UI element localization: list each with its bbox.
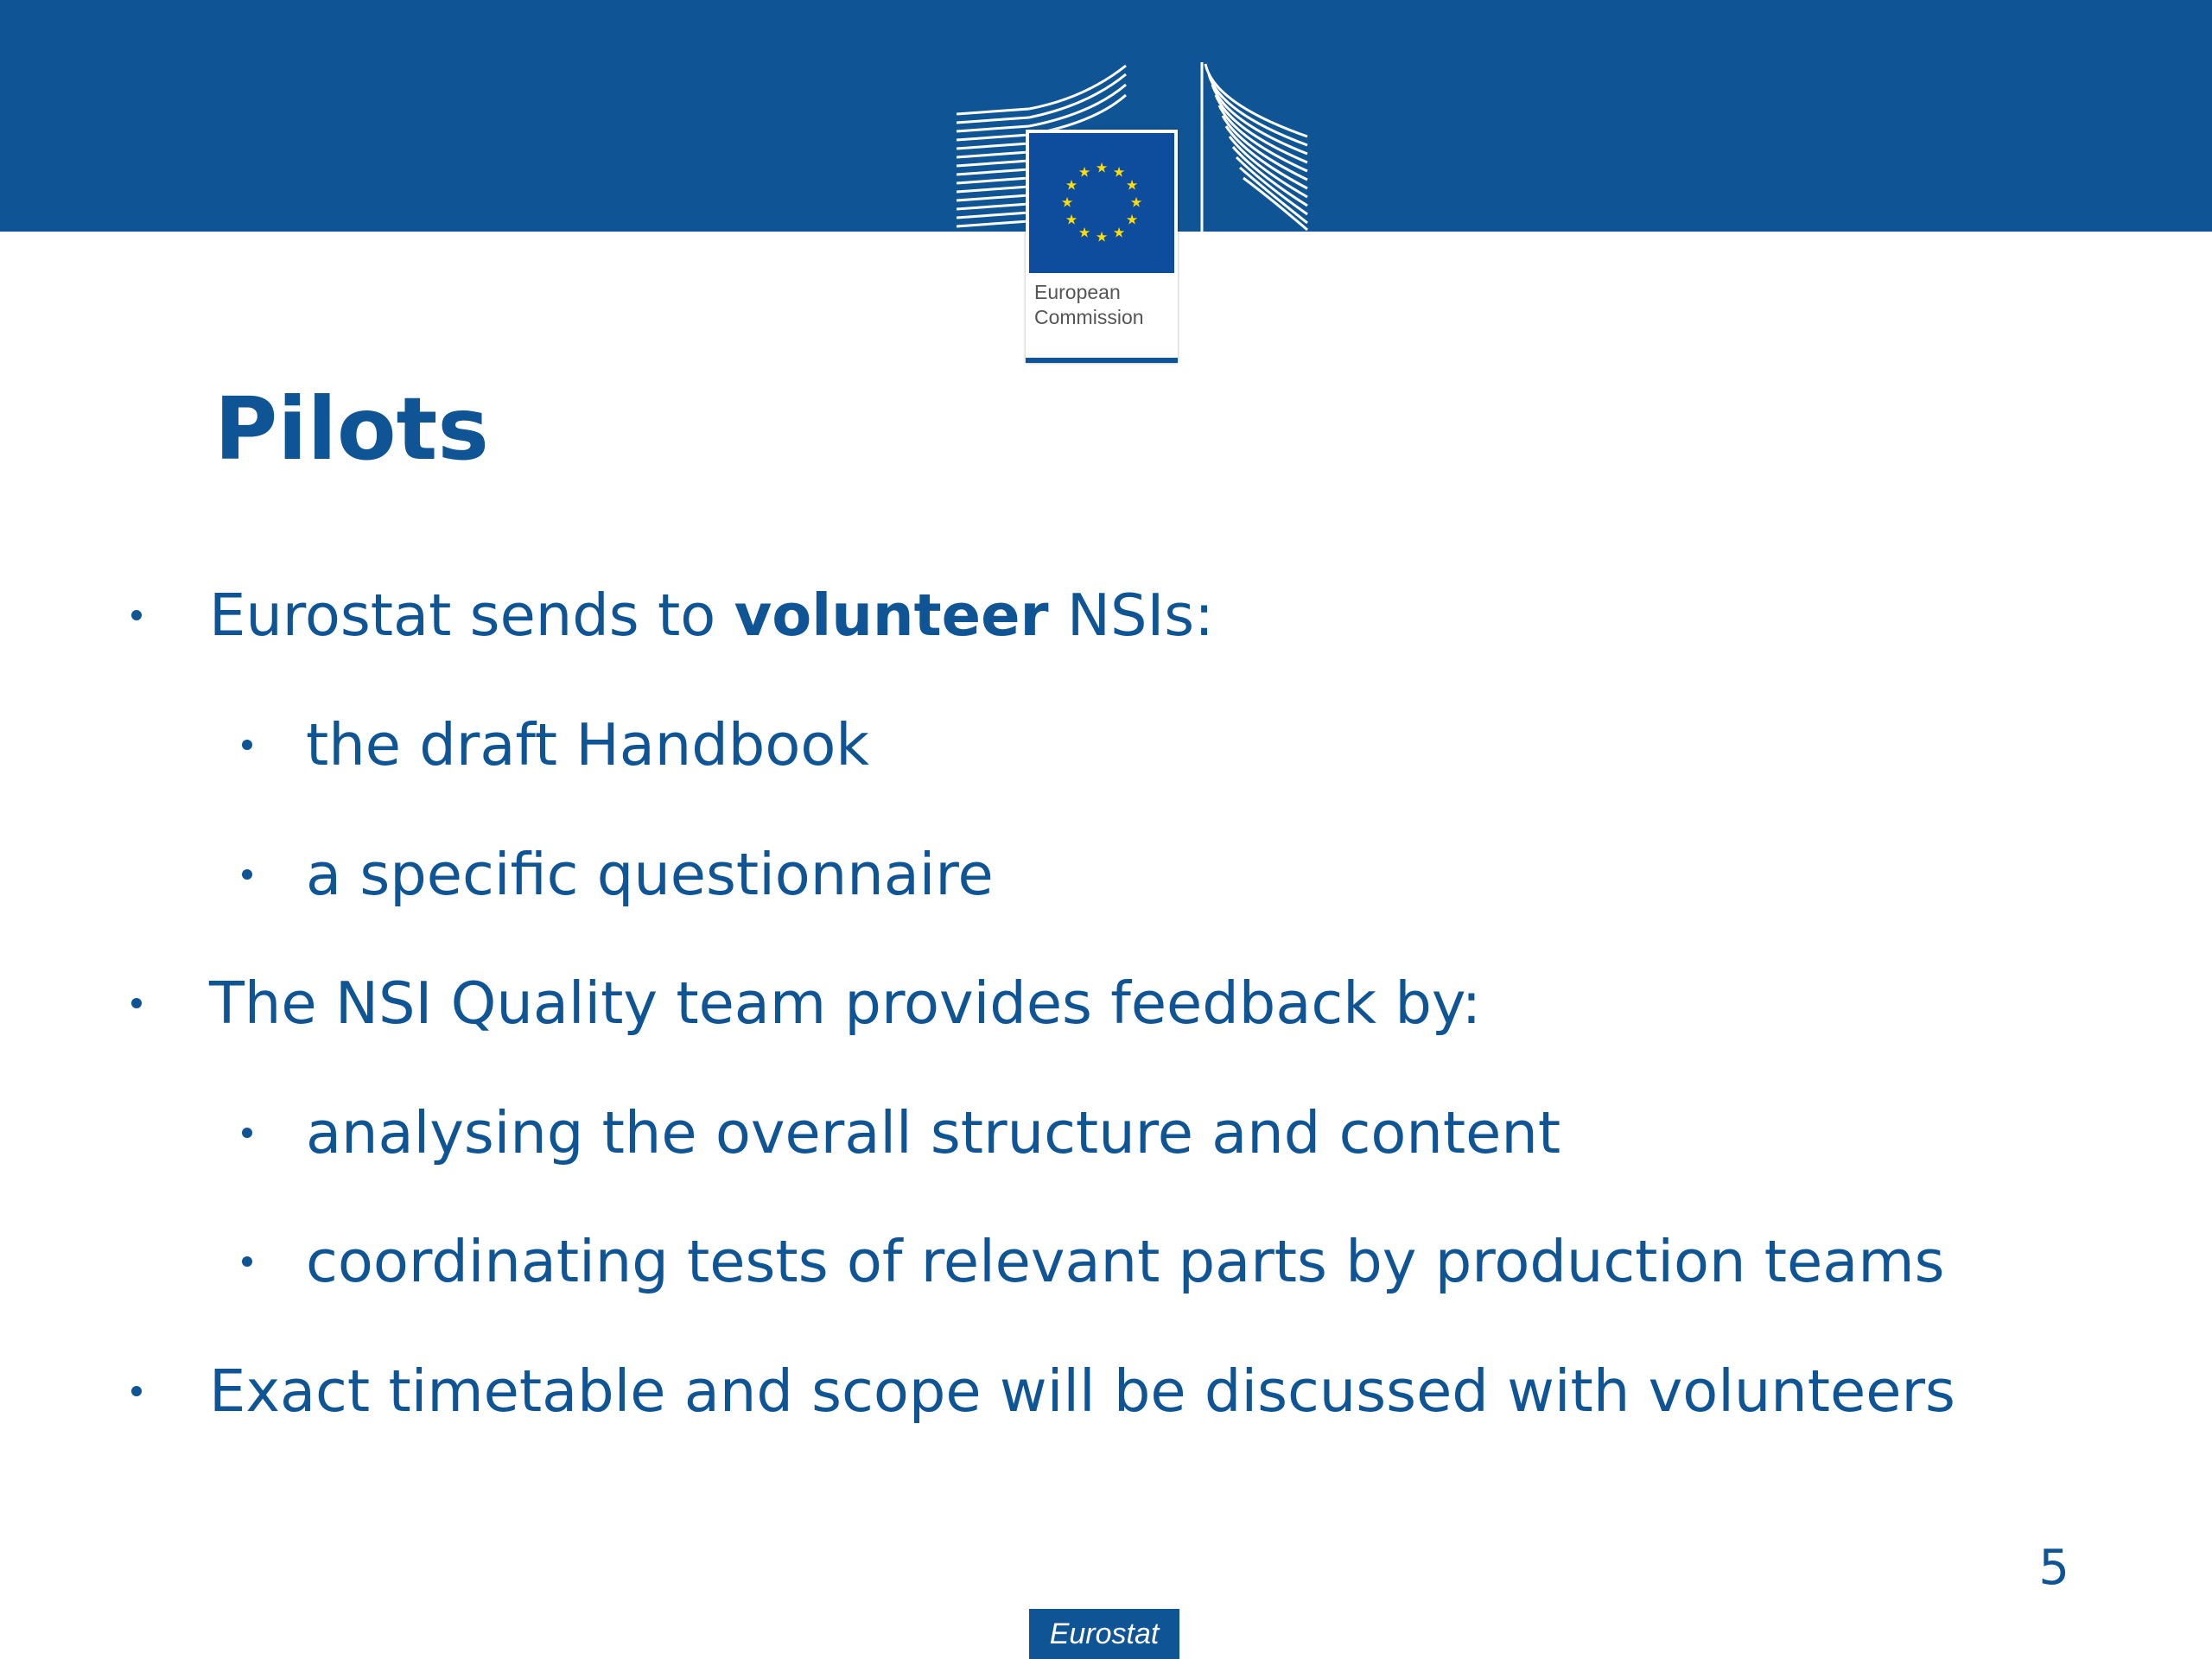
page-number: 5 bbox=[2038, 1540, 2069, 1596]
bullet-text bbox=[209, 572, 1214, 658]
bullet-dot-icon bbox=[131, 1386, 142, 1396]
bullet-text: the draft Handbook bbox=[306, 711, 870, 779]
logo-line-1: European bbox=[1034, 281, 1121, 303]
bullet-dot-icon bbox=[242, 1128, 252, 1138]
bullet-dot-icon bbox=[242, 1256, 252, 1267]
svg-text:★: ★ bbox=[1125, 211, 1139, 228]
svg-text:★: ★ bbox=[1112, 163, 1126, 181]
svg-text:★: ★ bbox=[1112, 224, 1126, 241]
bullet-text-end: NSIs: bbox=[1048, 582, 1214, 649]
bullet-text: coordinating tests of relevant parts by production teams bbox=[306, 1228, 1945, 1295]
bullet-text: analysing the overall structure and content bbox=[306, 1099, 1561, 1166]
bullet-dot-icon bbox=[131, 998, 142, 1008]
svg-text:★: ★ bbox=[1065, 176, 1078, 194]
footer-eurostat-label: Eurostat bbox=[1029, 1609, 1179, 1659]
bullet-text-start: Eurostat sends to bbox=[209, 582, 734, 649]
bullet-text: The NSI Quality team provides feedback by: bbox=[209, 969, 1482, 1037]
bullet-dot-icon bbox=[242, 869, 252, 880]
svg-text:★: ★ bbox=[1060, 194, 1074, 211]
bullet-text: a specific questionnaire bbox=[306, 841, 994, 908]
svg-text:★: ★ bbox=[1065, 211, 1078, 228]
svg-text:★: ★ bbox=[1095, 159, 1109, 176]
bullet-text-emphasis: volunteer bbox=[734, 582, 1049, 649]
logo-line-2: Commission bbox=[1034, 306, 1144, 328]
svg-text:★: ★ bbox=[1129, 194, 1143, 211]
bullet-dot-icon bbox=[242, 740, 252, 750]
svg-text:★: ★ bbox=[1077, 163, 1091, 181]
bullet-dot-icon bbox=[131, 610, 142, 620]
svg-text:★: ★ bbox=[1095, 228, 1109, 245]
bullet-text: Exact timetable and scope will be discussed with volunteers bbox=[209, 1357, 1955, 1425]
svg-text:★: ★ bbox=[1077, 224, 1091, 241]
svg-text:★: ★ bbox=[1125, 176, 1139, 194]
slide-title: Pilots bbox=[214, 378, 489, 480]
